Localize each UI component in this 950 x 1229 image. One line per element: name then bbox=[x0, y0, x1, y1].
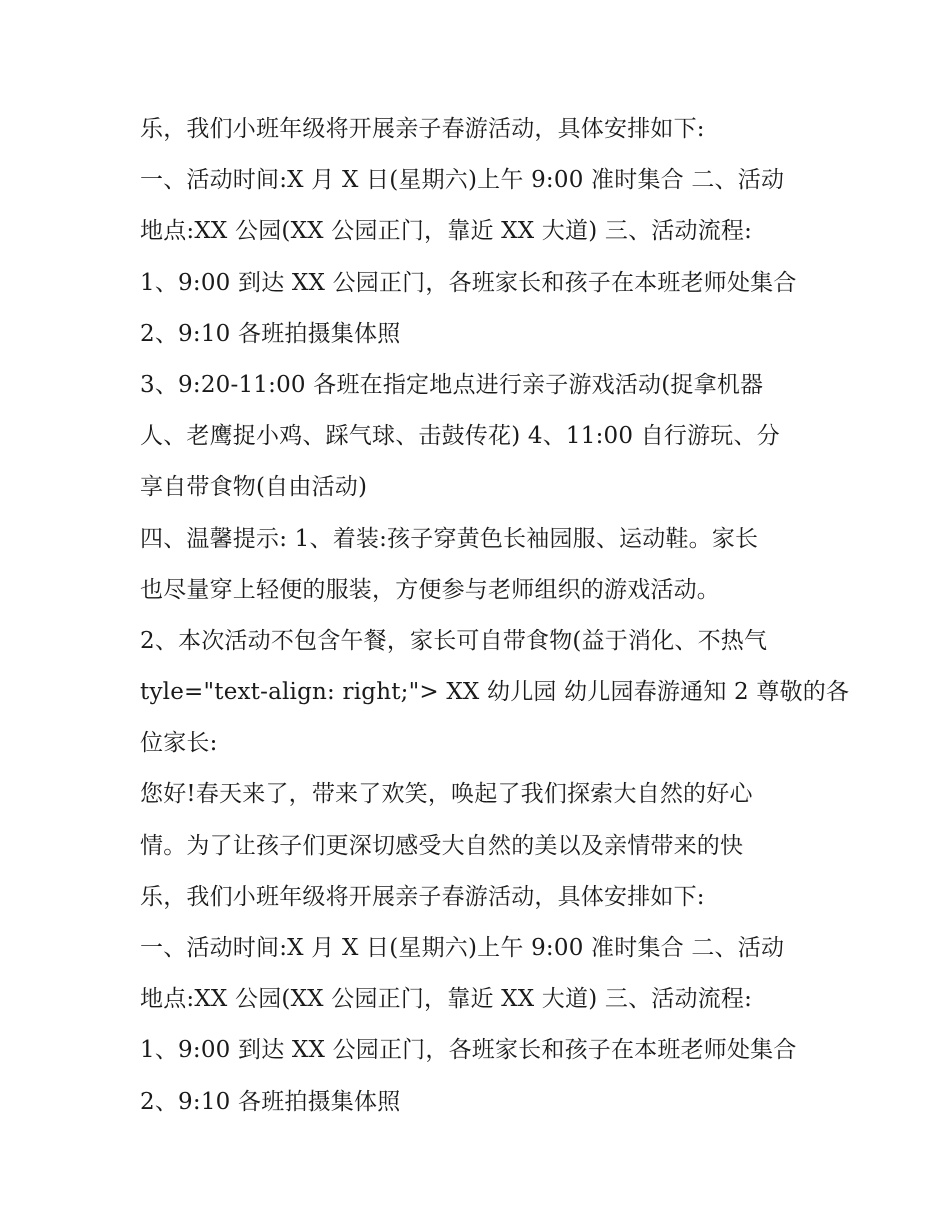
text-line: 1、9:00 到达 XX 公园正门，各班家长和孩子在本班老师处集合 bbox=[140, 1037, 797, 1064]
text-line: 享自带食物(自由活动) bbox=[140, 474, 368, 501]
text-line: 人、老鹰捉小鸡、踩气球、击鼓传花) 4、11:00 自行游玩、分 bbox=[140, 423, 780, 450]
text-line: 2、9:10 各班拍摄集体照 bbox=[140, 1088, 401, 1115]
document-body bbox=[140, 104, 850, 1128]
text-line: 1、9:00 到达 XX 公园正门，各班家长和孩子在本班老师处集合 bbox=[140, 269, 797, 296]
text-line: 也尽量穿上轻便的服装，方便参与老师组织的游戏活动。 bbox=[140, 576, 720, 603]
text-line: 一、活动时间:X 月 X 日(星期六)上午 9:00 准时集合 二、活动 bbox=[140, 167, 785, 194]
text-line: 地点:XX 公园(XX 公园正门，靠近 XX 大道) 三、活动流程: bbox=[140, 218, 753, 245]
text-line: 乐，我们小班年级将开展亲子春游活动，具体安排如下: bbox=[140, 116, 705, 142]
text-line: 2、本次活动不包含午餐，家长可自带食物(益于消化、不热气 bbox=[140, 627, 768, 654]
text-line: 2、9:10 各班拍摄集体照 bbox=[140, 320, 401, 347]
text-line: 位家长: bbox=[140, 730, 218, 757]
text-line: 3、9:20-11:00 各班在指定地点进行亲子游戏活动(捉拿机器 bbox=[140, 371, 764, 398]
text-line: 一、活动时间:X 月 X 日(星期六)上午 9:00 准时集合 二、活动 bbox=[140, 935, 785, 961]
text-line: 您好!春天来了，带来了欢笑，唤起了我们探索大自然的好心 bbox=[140, 781, 753, 808]
text-line: 地点:XX 公园(XX 公园正门，靠近 XX 大道) 三、活动流程: bbox=[140, 986, 753, 1013]
text-line: tyle="text-align: right;"> XX 幼儿园 幼儿园春游通知 2 尊敬的各 bbox=[140, 679, 850, 706]
text-line: 情。为了让孩子们更深切感受大自然的美以及亲情带来的快 bbox=[140, 832, 744, 859]
text-line: 四、温馨提示: 1、着装:孩子穿黄色长袖园服、运动鞋。家长 bbox=[140, 525, 759, 552]
text-line: 乐，我们小班年级将开展亲子春游活动，具体安排如下: bbox=[140, 883, 705, 910]
